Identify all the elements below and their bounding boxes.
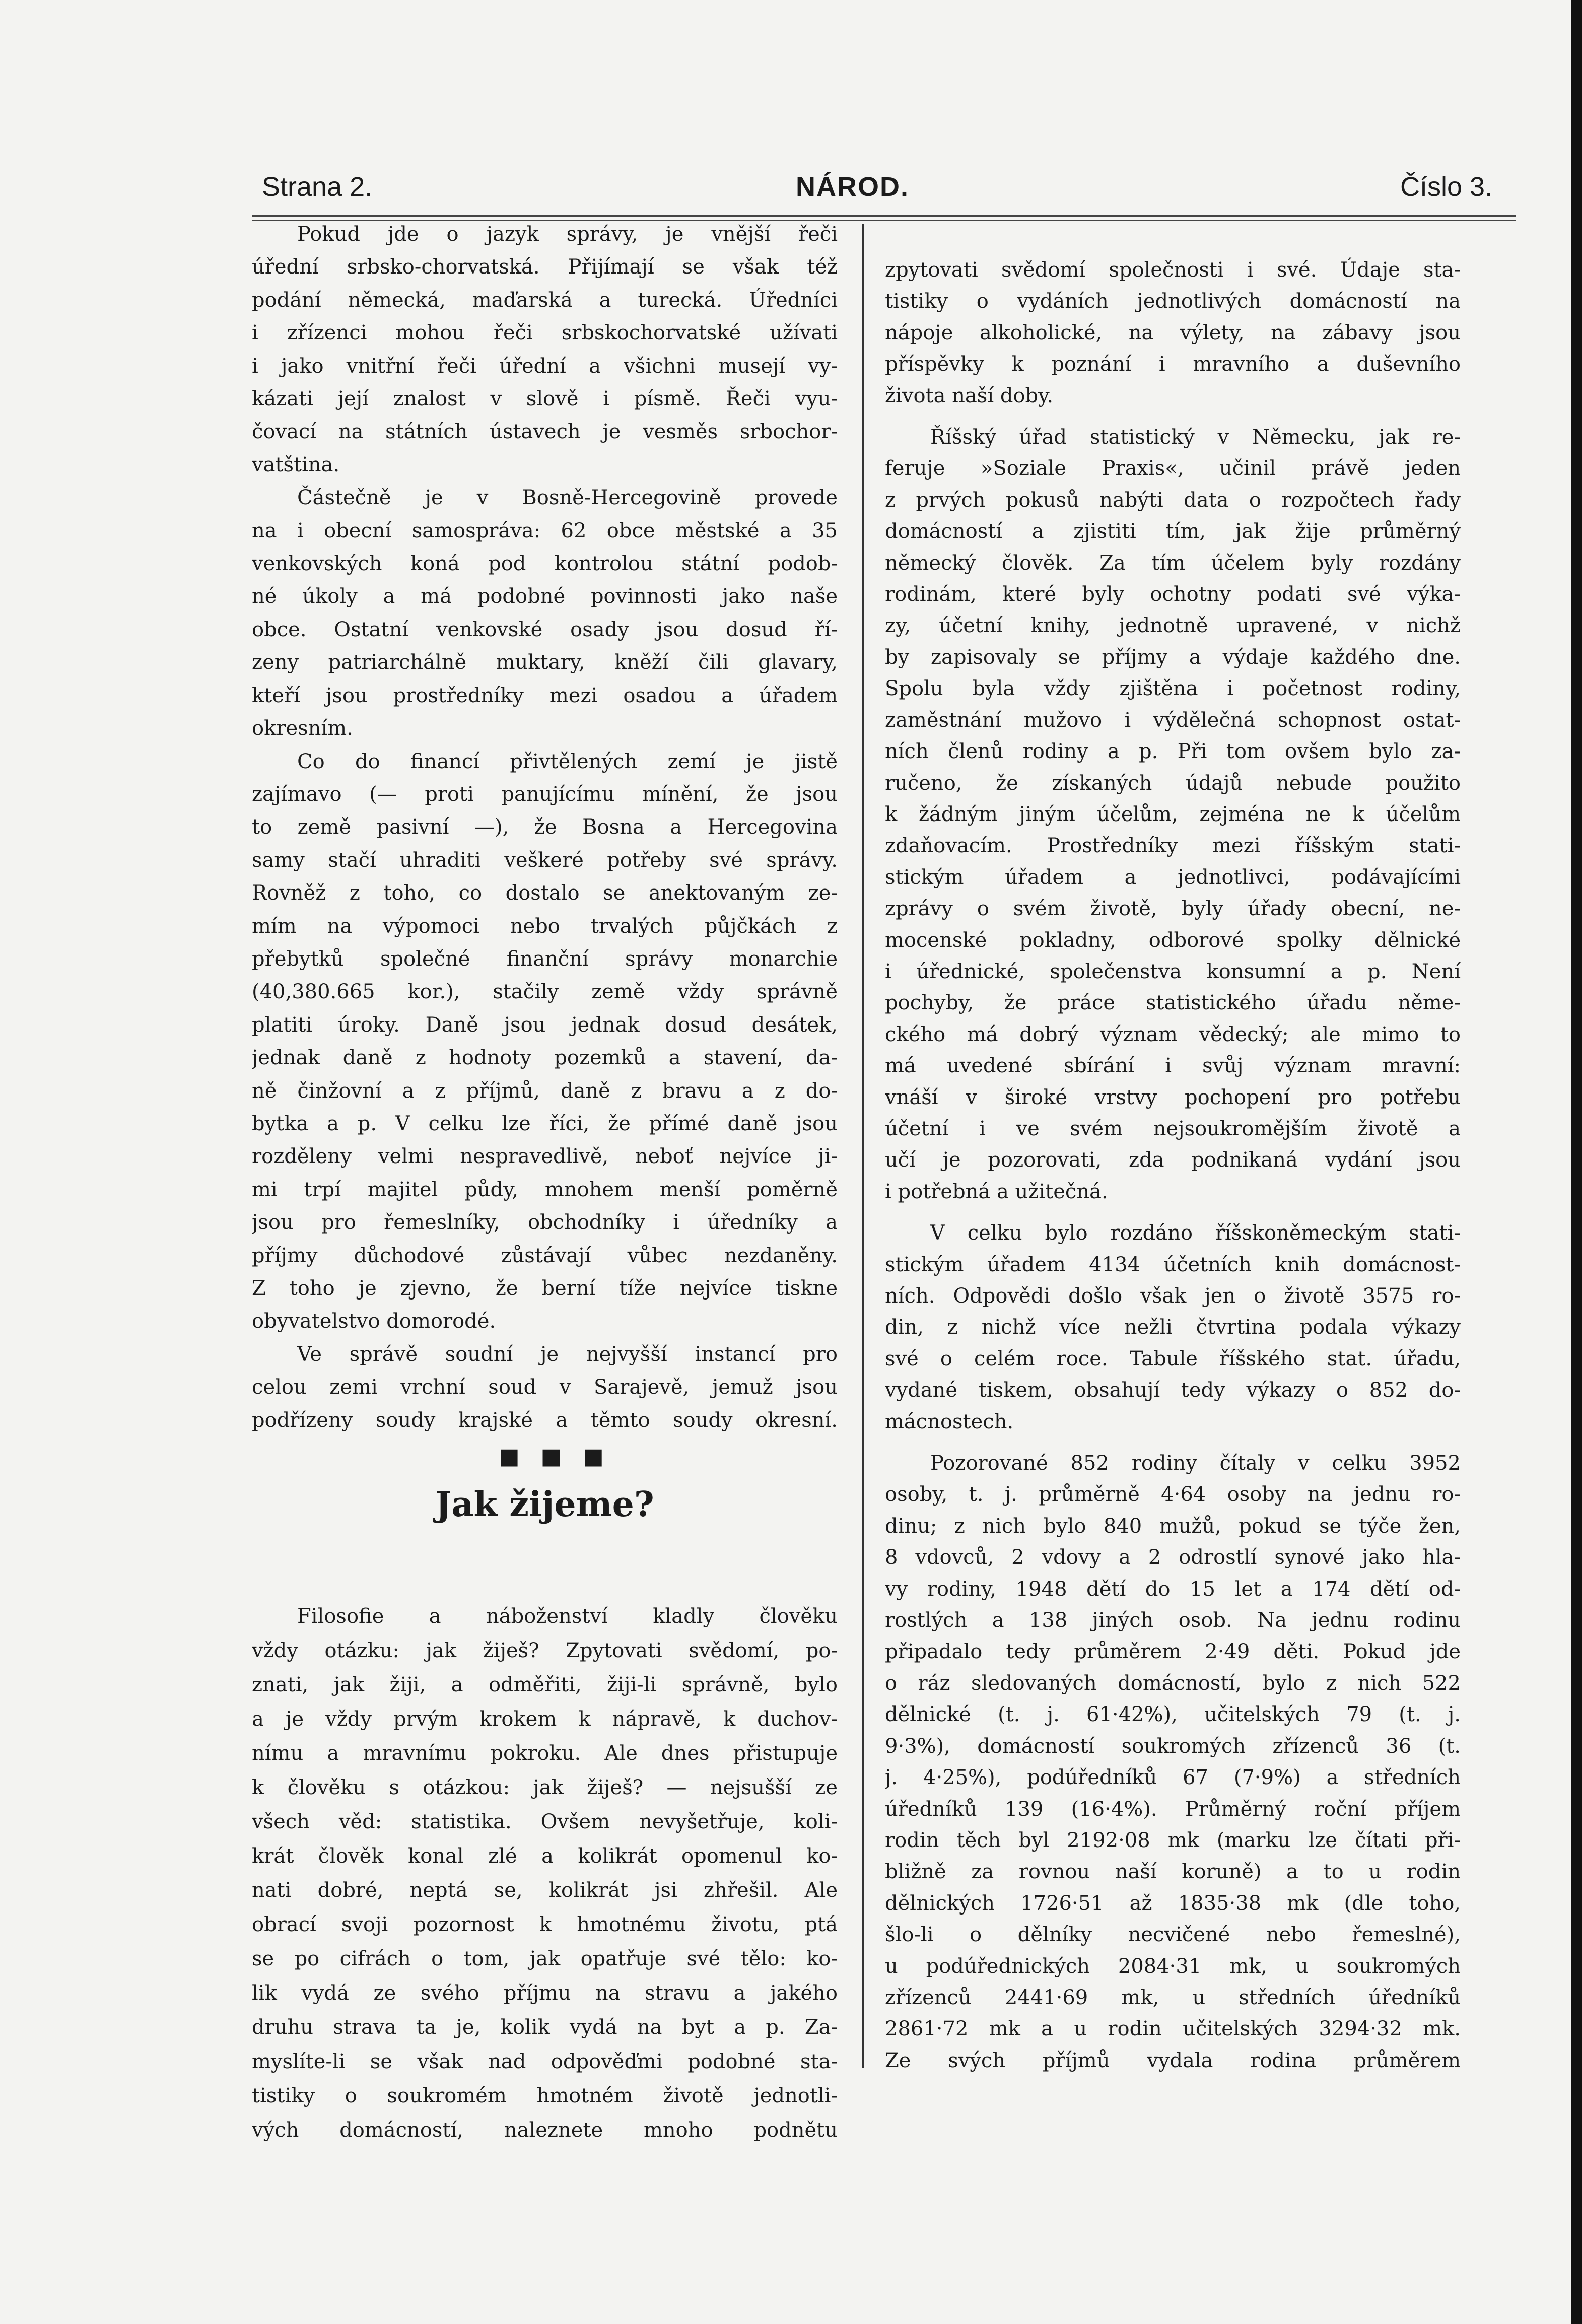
text-line: din, z nichž více nežli čtvrtina podala výkazy — [885, 1316, 1461, 1339]
text-line: druhu strava ta je, kolik vydá na byt a p. Za- — [252, 2016, 838, 2039]
text-line: Ve správě soudní je nejvyšší instancí pro — [297, 1342, 838, 1366]
left-column-bottom — [252, 1599, 838, 2147]
text-line: by zapisovaly se příjmy a výdaje každého dne. — [885, 645, 1461, 669]
text-line: vatština. — [252, 453, 340, 476]
text-line: myslíte-li se však nad odpověďmi podobné sta- — [252, 2050, 838, 2073]
text-line: platiti úroky. Daně jsou jednak dosud desátek, — [252, 1013, 838, 1037]
text-line: čovací na státních ústavech je vesměs srbochor- — [252, 420, 838, 444]
text-line: ckého má dobrý význam vědecký; ale mimo to — [885, 1022, 1461, 1046]
article-heading: Jak žijeme? — [435, 1484, 654, 1525]
text-line: né úkoly a má podobné povinnosti jako naše — [252, 585, 838, 608]
text-line: lik vydá ze svého příjmu na stravu a jakého — [252, 1981, 838, 2005]
text-line: nati dobré, neptá se, kolikrát jsi zhřešil. Ale — [252, 1879, 838, 1902]
text-line: dělnických 1726·51 až 1835·38 mk (dle toho, — [885, 1891, 1461, 1915]
text-line: tistiky o soukromém hmotném životě jednotli- — [252, 2084, 838, 2107]
right-column — [885, 254, 1461, 2076]
text-line: má uvedené sbírání i svůj význam mravní: — [885, 1054, 1461, 1078]
text-line: zy, účetní knihy, jednotně upravené, v nichž — [885, 614, 1461, 638]
page-number: Strana 2. — [262, 172, 373, 202]
text-line: k žádným jiným účelům, zejména ne k účelům — [885, 802, 1461, 826]
text-line: podání německá, maďarská a turecká. Úředníci — [252, 288, 838, 312]
scan-edge — [1571, 0, 1582, 2324]
text-line: rodinám, které byly ochotny podati své výka- — [885, 583, 1461, 606]
text-line: zaměstnání mužovo i výdělečná schopnost ostat- — [885, 708, 1461, 732]
text-line: to země pasivní —), že Bosna a Hercegovina — [252, 815, 838, 839]
text-line: obce. Ostatní venkovské osady jsou dosud ří- — [252, 618, 838, 641]
text-line: vých domácností, naleznete mnoho podnětu — [252, 2118, 838, 2142]
text-line: Ze svých příjmů vydala rodina průměrem — [885, 2048, 1461, 2072]
text-line: přebytků společné finanční správy monarchie — [252, 947, 838, 971]
text-line: stickým úřadem 4134 účetních knih domácnost- — [885, 1253, 1461, 1276]
text-line: o ráz sledovaných domácností, bylo z nich 522 — [885, 1671, 1461, 1695]
text-line: na i obecní samospráva: 62 obce městské a 35 — [252, 519, 838, 542]
text-line: i jako vnitřní řeči úřední a všichni musejí vy- — [252, 354, 838, 378]
text-line: rostlých a 138 jiných osob. Na jednu rodinu — [885, 1609, 1461, 1632]
text-line: se po cifrách o tom, jak opatřuje své tělo: ko- — [252, 1947, 838, 1970]
text-line: Filosofie a náboženství kladly člověku — [297, 1605, 838, 1628]
text-line: příspěvky k poznání i mravního a duševního — [885, 353, 1461, 376]
text-line: bytka a p. V celku lze říci, že přímé daně jsou — [252, 1112, 838, 1135]
text-line: kázati její znalost v slově i písmě. Řeči vyu- — [252, 387, 838, 411]
text-line: Částečně je v Bosně-Hercegovině provede — [297, 486, 838, 510]
text-line: Z toho je zjevno, že berní tíže nejvíce tiskne — [252, 1277, 838, 1300]
text-line: německý člověk. Za tím účelem byly rozdány — [885, 551, 1461, 575]
text-line: mím na výpomoci nebo trvalých půjčkách z — [252, 914, 838, 938]
text-line: zřízenců 2441·69 mk, u středních úředníků — [885, 1986, 1461, 2009]
text-line: ručeno, že získaných údajů nebude použito — [885, 771, 1461, 795]
text-line: zeny patriarchálně muktary, kněží čili glavary, — [252, 651, 838, 674]
text-line: podřízeny soudy krajské a těmto soudy okresní. — [252, 1408, 838, 1432]
column-divider — [862, 224, 864, 2068]
text-line: úředníků 139 (16·4%). Průměrný roční příjem — [885, 1797, 1461, 1821]
text-line: účetní i ve svém nejsoukromějším životě a — [885, 1117, 1461, 1140]
issue-number: Číslo 3. — [1400, 172, 1493, 202]
text-line: Říšský úřad statistický v Německu, jak re- — [930, 426, 1461, 449]
text-line: Spolu byla vždy zjištěna i početnost rodiny, — [885, 677, 1461, 701]
text-line: obyvatelstvo domorodé. — [252, 1310, 496, 1333]
text-line: připadalo tedy průměrem 2·49 děti. Pokud jde — [885, 1640, 1461, 1664]
text-line: vždy otázku: jak žiješ? Zpytovati svědomí, po- — [252, 1639, 838, 1662]
text-line: ních členů rodiny a p. Při tom ovšem bylo za- — [885, 740, 1461, 764]
text-line: jednak daně z hodnoty pozemků a stavení, da- — [252, 1046, 838, 1070]
text-line: 9·3%), domácností soukromých zřízenců 36 (t. — [885, 1734, 1461, 1758]
text-line: i potřebná a užitečná. — [885, 1180, 1108, 1203]
text-line: samy stačí uhraditi veškeré potřeby své správy. — [252, 848, 838, 872]
text-line: šlo-li o dělníky necvičené nebo řemeslné), — [885, 1923, 1461, 1947]
text-line: úřední srbsko-chorvatská. Přijímají se však též — [252, 255, 838, 279]
text-line: Co do financí přivtělených zemí je jistě — [297, 749, 838, 773]
newspaper-title: NÁROD. — [796, 172, 909, 202]
text-line: Pokud jde o jazyk správy, je vnější řeči — [297, 223, 838, 246]
text-line: Rovněž z toho, co dostalo se anektovaným ze- — [252, 881, 838, 905]
text-line: dinu; z nich bylo 840 mužů, pokud se týče žen, — [885, 1514, 1461, 1538]
text-line: rodin těch byl 2192·08 mk (marku lze čítati při- — [885, 1828, 1461, 1852]
text-line: i zřízenci mohou řeči srbskochorvatské užívati — [252, 321, 838, 345]
text-line: zprávy o svém životě, byly úřady obecní, ne- — [885, 897, 1461, 921]
text-line: pochyby, že práce statistického úřadu něme- — [885, 991, 1461, 1015]
text-line: nímu a mravnímu pokroku. Ale dnes přistupuje — [252, 1742, 838, 1765]
text-line: venkovských koná pod kontrolou státní podob- — [252, 552, 838, 576]
text-line: 2861·72 mk a u rodin učitelských 3294·32 mk. — [885, 2017, 1461, 2041]
text-line: vy rodiny, 1948 dětí do 15 let a 174 dětí od- — [885, 1577, 1461, 1601]
text-line: jsou pro řemeslníky, obchodníky i úředníky a — [252, 1211, 838, 1235]
text-line: V celku bylo rozdáno říšskoněmeckým stati- — [930, 1221, 1461, 1245]
text-line: mocenské pokladny, odborové spolky dělnické — [885, 928, 1461, 952]
text-line: tistiky o vydáních jednotlivých domácností na — [885, 290, 1461, 313]
text-line: a je vždy prvým krokem k nápravě, k duchov- — [252, 1707, 838, 1731]
text-line: i úřednické, společenstva konsumní a p. Není — [885, 960, 1461, 983]
text-line: mi trpí majitel půdy, mnohem menší poměrně — [252, 1178, 838, 1201]
text-line: zajímavo (— proti panujícímu mínění, že jsou — [252, 782, 838, 806]
text-line: osoby, t. j. průměrně 4·64 osoby na jednu ro- — [885, 1483, 1461, 1507]
text-line: zpytovati svědomí společnosti i své. Údaje sta- — [885, 258, 1461, 282]
text-line: j. 4·25%), podúředníků 67 (7·9%) a středních — [885, 1766, 1461, 1790]
text-line: všech věd: statistika. Ovšem nevyšetřuje, koli- — [252, 1810, 838, 1833]
text-line: u podúřednických 2084·31 mk, u soukromých — [885, 1954, 1461, 1978]
text-line: znati, jak žiji, a odměřiti, žiji-li správně, bylo — [252, 1673, 838, 1696]
section-ornament: ■ ■ ■ — [499, 1444, 611, 1469]
text-line: feruje »Soziale Praxis«, učinil právě jeden — [885, 457, 1461, 481]
text-line: dělnické (t. j. 61·42%), učitelských 79 (t. j. — [885, 1703, 1461, 1727]
text-line: obrací svoji pozornost k hmotnému životu, ptá — [252, 1913, 838, 1936]
text-line: rozděleny velmi nespravedlivě, neboť nejvíce ji- — [252, 1145, 838, 1169]
text-line: stickým úřadem a jednotlivci, podávajícími — [885, 865, 1461, 889]
text-line: z prvých pokusů nabýti data o rozpočtech řady — [885, 488, 1461, 512]
text-line: kteří jsou prostředníky mezi osadou a úřadem — [252, 683, 838, 707]
text-line: okresním. — [252, 717, 353, 740]
text-line: nápoje alkoholické, na výlety, na zábavy jsou — [885, 321, 1461, 345]
text-line: 8 vdovců, 2 vdovy a 2 odrostlí synové jako hla- — [885, 1546, 1461, 1569]
text-line: příjmy důchodové zůstávají vůbec nezdaněny. — [252, 1244, 838, 1267]
text-line: vydané tiskem, obsahují tedy výkazy o 852 do- — [885, 1379, 1461, 1402]
text-line: učí je pozorovati, zda podnikaná vydání jsou — [885, 1148, 1461, 1172]
text-line: (40,380.665 kor.), stačily země vždy správně — [252, 980, 838, 1004]
text-line: zdaňovacím. Prostředníky mezi říšským stati- — [885, 834, 1461, 858]
text-line: domácností a zjistiti tím, jak žije průměrný — [885, 520, 1461, 543]
text-line: celou zemi vrchní soud v Sarajevě, jemuž jsou — [252, 1376, 838, 1399]
left-column-top — [252, 218, 838, 1437]
text-line: ně činžovní a z příjmů, daně z bravu a z do- — [252, 1079, 838, 1103]
text-line: Pozorované 852 rodiny čítaly v celku 3952 — [930, 1452, 1461, 1475]
text-line: vnáší v široké vrstvy pochopení pro potřebu — [885, 1085, 1461, 1109]
text-line: své o celém roce. Tabule říšského stat. úřadu, — [885, 1347, 1461, 1371]
text-line: života naší doby. — [885, 384, 1054, 407]
text-line: krát člověk konal zlé a kolikrát opomenul ko- — [252, 1844, 838, 1868]
text-line: bližně za rovnou naší koruně) a to u rodin — [885, 1860, 1461, 1884]
text-line: ních. Odpovědi došlo však jen o životě 3575 ro- — [885, 1284, 1461, 1308]
text-line: k člověku s otázkou: jak žiješ? — nejsušší ze — [252, 1776, 838, 1799]
text-line: mácnostech. — [885, 1410, 1014, 1433]
header-rule — [252, 215, 1516, 217]
